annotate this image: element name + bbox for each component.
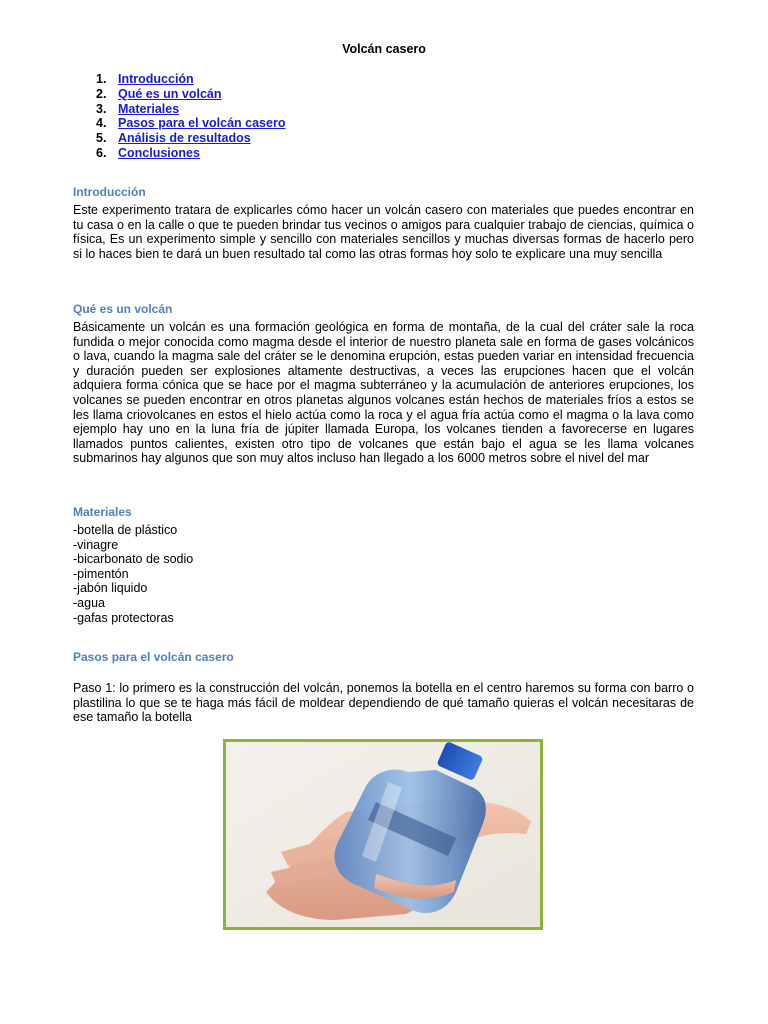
toc-item: 1. Introducción: [96, 72, 194, 86]
toc-item: 5. Análisis de resultados: [96, 131, 251, 146]
toc-item: 2. Qué es un volcán: [96, 86, 222, 101]
section-materiales: [73, 505, 694, 625]
toc-link-introduccion[interactable]: Introducción: [118, 72, 194, 86]
section-heading-volcan: Qué es un volcán: [73, 302, 173, 316]
list-item: -jabón liquido: [73, 581, 148, 596]
section-heading-materiales: Materiales: [73, 505, 132, 519]
toc-link-que-es-un-volcan[interactable]: Qué es un volcán: [118, 86, 222, 101]
toc-link-materiales[interactable]: Materiales: [118, 101, 180, 116]
section-que-es-un-volcan: [73, 302, 694, 466]
list-item: -agua: [73, 595, 105, 610]
document-title: Volcán casero: [342, 42, 426, 56]
list-item: -gafas protectoras: [73, 610, 174, 625]
toc-item: 3. Materiales: [96, 101, 180, 116]
volcano-paragraph: Básicamente un volcán es una formación geológica en forma de montaña, de la cual del cráter sale la roca fundida o mejor conocida como magma desde el interior de nuestro planeta sale en forma de gases volcánicos o lava, cuando la magma sale del cráter se le denomina erupción, estas pueden variar en intensidad frecuencia y duración pueden ser explosiones altamente destructivas, a veces las erupciones hacen que el volcán adquiera forma cónica que se hace por el magma subterráneo y la acumulación de anteriores erupciones, los volcanes se pueden encontrar en otros planetas algunos volcanes están hechos de materiales fríos a estos se les llama criovolcanes en estos el hielo actúa como la roca y el agua fría actúa como el magma o la lava como ejemplo hay uno en la luna fría de júpiter llamada Europa, los volcanes tienden a favorecerse en lugares llamados puntos calientes, existen otro tipo de volcanes que están bajo el agua se les llama volcanes submarinos hay algunos que son muy altos incluso han llegado a los 6000 metros sobre el nivel del mar: [73, 320, 694, 466]
list-item: -botella de plástico: [73, 523, 178, 537]
list-item: -vinagre: [73, 537, 119, 552]
bottle-hand-illustration: [226, 742, 540, 927]
toc-item: 6. Conclusiones: [96, 145, 200, 160]
toc-link-pasos[interactable]: Pasos para el volcán casero: [118, 116, 286, 131]
table-of-contents: [96, 72, 285, 161]
intro-paragraph: Este experimento tratara de explicarles cómo hacer un volcán casero con materiales que puedes encontrar en tu casa o en la calle o que te pueden brindar tus vecinos o amigos para cualquier trabajo de ciencias, química o física, Es un experimento simple y sencillo con materiales sencillos y muchas diversas formas de hacerlo pero si lo haces bien te dará un buen resultado tal como las otras formas hoy solo te explicare una muy sencilla: [73, 203, 694, 261]
step-1-paragraph: Paso 1: lo primero es la construcción del volcán, ponemos la botella en el centro haremos su forma con barro o plastilina lo que se te haga más fácil de moldear dependiendo de qué tamaño quieras el volcán necesitaras de ese tamaño la botella: [73, 681, 694, 725]
section-introduccion: [73, 185, 694, 261]
section-pasos: [73, 650, 694, 725]
list-item: -pimentón: [73, 566, 129, 581]
toc-link-analisis[interactable]: Análisis de resultados: [118, 131, 251, 146]
section-heading-introduccion: Introducción: [73, 185, 146, 199]
toc-link-conclusiones[interactable]: Conclusiones: [118, 145, 200, 160]
list-item: -bicarbonato de sodio: [73, 552, 194, 567]
section-heading-pasos: Pasos para el volcán casero: [73, 650, 234, 664]
bottle-in-hand-image: [223, 739, 543, 930]
toc-item: 4. Pasos para el volcán casero: [96, 116, 286, 131]
materials-list: [73, 523, 694, 625]
